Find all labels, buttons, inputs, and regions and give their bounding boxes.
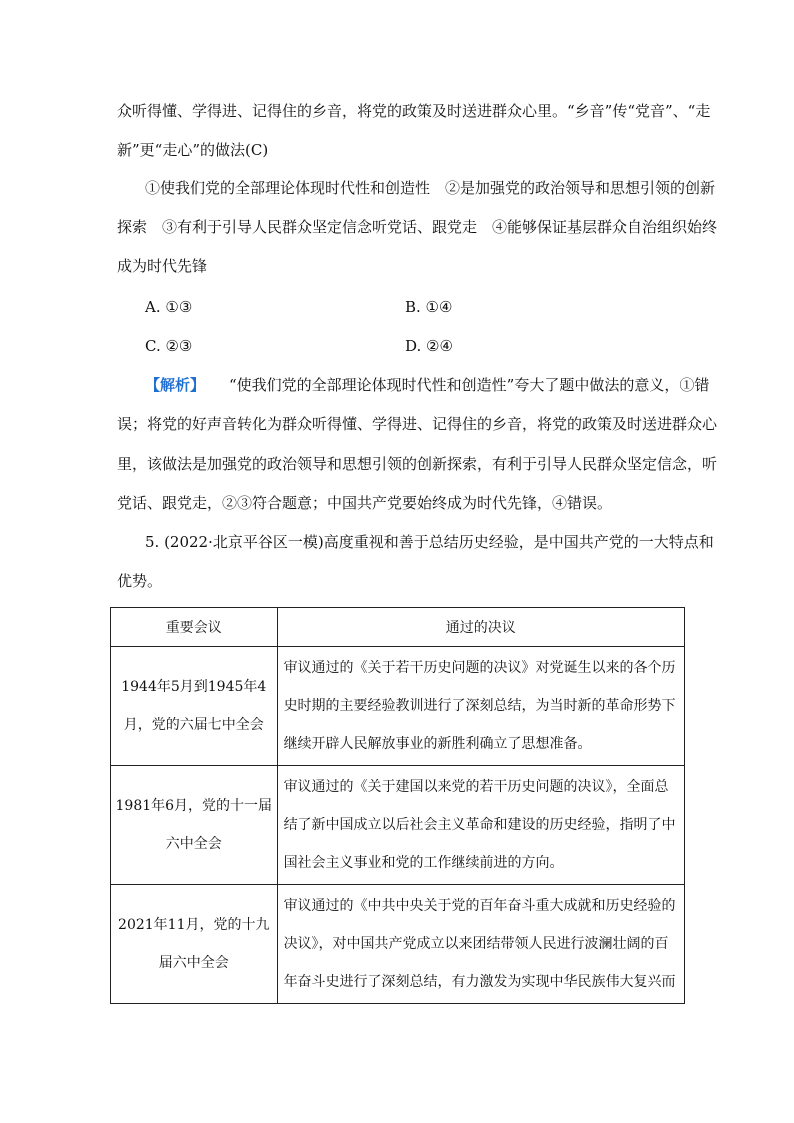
question-5-line-2: 优势。 [117,572,163,590]
table-row [111,766,685,885]
meeting-text: 月，党的六届七中全会 [123,717,264,733]
analysis-line-4: 党话、跟党走，②③符合题意；中国共产党要始终成为时代先锋，④错误。 [117,494,613,512]
resolution-text: 决议》，对中国共产党成立以来团结带领人民进行波澜壮阔的百 [283,936,669,952]
resolution-cell [277,885,684,1004]
resolution-text: 结了新中国成立以后社会主义革命和建设的历史经验，指明了中 [283,817,676,833]
statement-line-1: ①使我们党的全部理论体现时代性和创造性 ②是加强党的政治领导和思想引领的创新 [145,179,716,197]
resolution-text: 审议通过的《关于若干历史问题的决议》对党诞生以来的各个历 [283,660,676,676]
text-line-2: 新”更“走心”的做法(C) [117,141,269,159]
table-row [111,885,685,1004]
resolution-cell [277,766,684,885]
analysis-text-1: “使我们党的全部理论体现时代性和创造性”夸大了题中做法的意义，①错 [229,376,710,394]
resolution-text: 审议通过的《关于建国以来党的若干历史问题的决议》，全面总 [283,779,669,795]
resolution-cell [277,647,684,766]
analysis-line-3: 里，该做法是加强党的政治领导和思想引领的创新探索，有利于引导人民群众坚定信念，听 [117,455,718,473]
analysis-line-1 [145,375,709,395]
meeting-text: 2021年11月，党的十九 [118,917,270,933]
text-line-1: 众听得懂、学得进、记得住的乡音，将党的政策及时送进群众心里。“乡音”传“党音”、“走 [117,102,711,120]
statement-line-3: 成为时代先锋 [117,257,208,275]
option-c: C. ②③ [145,337,193,355]
option-b: B. ①④ [405,298,453,316]
question-5-line-1: 5. (2022·北京平谷区一模)高度重视和善于总结历史经验，是中国共产党的一大特点和 [145,533,714,551]
meeting-text: 六中全会 [165,836,222,852]
resolution-text: 年奋斗史进行了深刻总结，有力激发为实现中华民族伟大复兴而 [283,974,676,990]
analysis-tag: 【解析】 [145,376,206,394]
meeting-text: 1944年5月到1945年4 [121,679,267,695]
meeting-text: 届六中全会 [158,955,229,971]
meeting-text: 1981年6月，党的十一届 [115,798,273,814]
history-resolutions-table [110,607,685,1004]
meeting-cell [111,766,278,885]
table-header-meeting: 重要会议 [111,608,278,647]
statement-line-2: 探索 ③有利于引导人民群众坚定信念听党话、跟党走 ④能够保证基层群众自治组织始终 [117,218,718,236]
table-header-resolution: 通过的决议 [277,608,684,647]
table-header-row [111,608,685,647]
resolution-text: 史时期的主要经验教训进行了深刻总结，为当时新的革命形势下 [283,698,676,714]
resolution-text: 国社会主义事业和党的工作继续前进的方向。 [283,855,564,871]
option-d: D. ②④ [405,337,453,355]
analysis-line-2: 误；将党的好声音转化为群众听得懂、学得进、记得住的乡音，将党的政策及时送进群众心 [117,415,718,433]
table-row [111,647,685,766]
meeting-cell [111,647,278,766]
resolution-text: 继续开辟人民解放事业的新胜利确立了思想准备。 [283,736,592,752]
meeting-cell [111,885,278,1004]
option-a: A. ①③ [145,298,193,316]
resolution-text: 审议通过的《中共中央关于党的百年奋斗重大成就和历史经验的 [283,898,676,914]
